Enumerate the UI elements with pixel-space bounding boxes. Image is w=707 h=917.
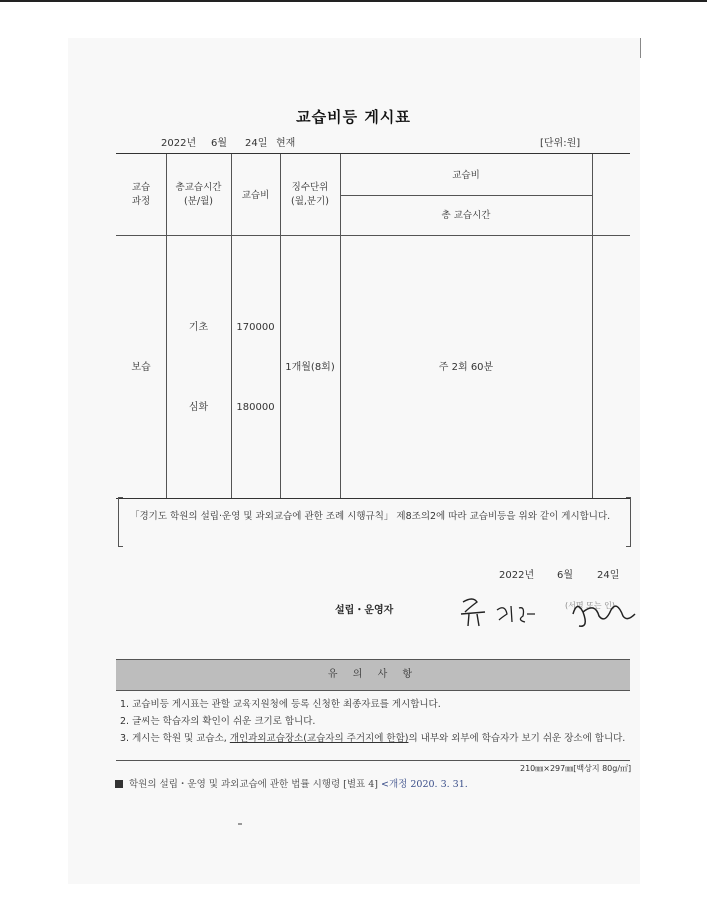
caution-list	[120, 696, 630, 747]
bottom-rule	[116, 760, 630, 761]
signature-day: 24일	[597, 570, 620, 581]
header-collection-unit: 징수단위 (월,분기)	[291, 182, 329, 207]
caution-item	[120, 696, 630, 713]
caution-text: 의 내부와 외부에 학습자가 보기 쉬운 장소에 합니다.	[408, 733, 626, 744]
paper-size-spec: 210㎜×297㎜[백상지 80g/㎡]	[520, 764, 632, 773]
row-schedule: 주 2회 60분	[438, 362, 494, 373]
date-day: 24일	[245, 138, 268, 149]
notice-text: 「경기도 학원의 설립·운영 및 과외교습에 관한 조례 시행규칙」 제8조의2에 따라 교습비등을 위와 같이 게시합니다.	[130, 511, 611, 522]
row-level-basic: 기초	[188, 322, 209, 333]
scan-speck	[238, 823, 242, 825]
row-course: 보습	[131, 362, 151, 373]
operator-label: 설립・운영자	[335, 605, 394, 616]
square-bullet-icon	[115, 780, 123, 788]
row-level-advanced: 심화	[188, 402, 209, 413]
signature-year: 2022년	[499, 570, 535, 581]
handwritten-signature	[455, 592, 645, 632]
law-revision: <개정 2020. 3. 31.	[381, 779, 468, 790]
caution-item	[120, 730, 630, 747]
row-fee-basic: 170000	[236, 322, 275, 333]
law-reference-text: 학원의 설립・운영 및 과외교습에 관한 법률 시행령 [별표 4]	[129, 779, 379, 790]
caution-num: 3.	[120, 733, 130, 744]
caution-item	[120, 713, 630, 730]
signature-month: 6월	[557, 570, 574, 581]
row-fee-advanced: 180000	[236, 402, 275, 413]
caution-text: 게시는 학원 및 교습소,	[132, 733, 230, 744]
scan-top-border	[0, 0, 707, 2]
header-total-time-sub: 총 교습시간	[441, 210, 491, 221]
law-reference	[115, 776, 468, 790]
caution-num: 2.	[120, 716, 130, 727]
table-divider	[340, 154, 341, 498]
caution-text: 교습비등 게시표는 관할 교육지원청에 등록 신청한 최종자료를 게시합니다.	[132, 699, 441, 710]
header-course: 교습 과정	[131, 182, 151, 207]
notice-bracket-left	[118, 497, 123, 547]
seal-note-text: (서명 또는 인)	[565, 601, 615, 610]
table-header-divider	[116, 235, 630, 236]
row-collection-unit: 1개월(8회)	[285, 362, 335, 373]
fee-table	[116, 153, 630, 499]
table-divider	[340, 195, 592, 196]
notice-bracket-right	[626, 497, 631, 547]
signature-stroke	[497, 606, 535, 622]
caution-heading: 유 의 사 항	[116, 659, 630, 691]
table-divider	[592, 154, 593, 498]
caution-text: 글씨는 학습자의 확인이 쉬운 크기로 합니다.	[132, 716, 316, 727]
date-year: 2022년	[161, 138, 197, 149]
date-month: 6월	[211, 138, 228, 149]
date-suffix: 현재	[276, 138, 296, 149]
caution-text-underlined: 개인과외교습장소(교습자의 주거지에 한함)	[229, 733, 409, 744]
signature-stroke	[461, 599, 485, 626]
caution-num: 1.	[120, 699, 130, 710]
paper-edge	[640, 38, 641, 58]
header-total-time: 총교습시간 (분/월)	[175, 182, 222, 207]
document-title: 교습비등 게시표	[296, 108, 411, 126]
header-fee: 교습비	[241, 190, 270, 201]
header-fee-group: 교습비	[452, 170, 480, 181]
unit-label: [단위:원]	[540, 138, 581, 149]
